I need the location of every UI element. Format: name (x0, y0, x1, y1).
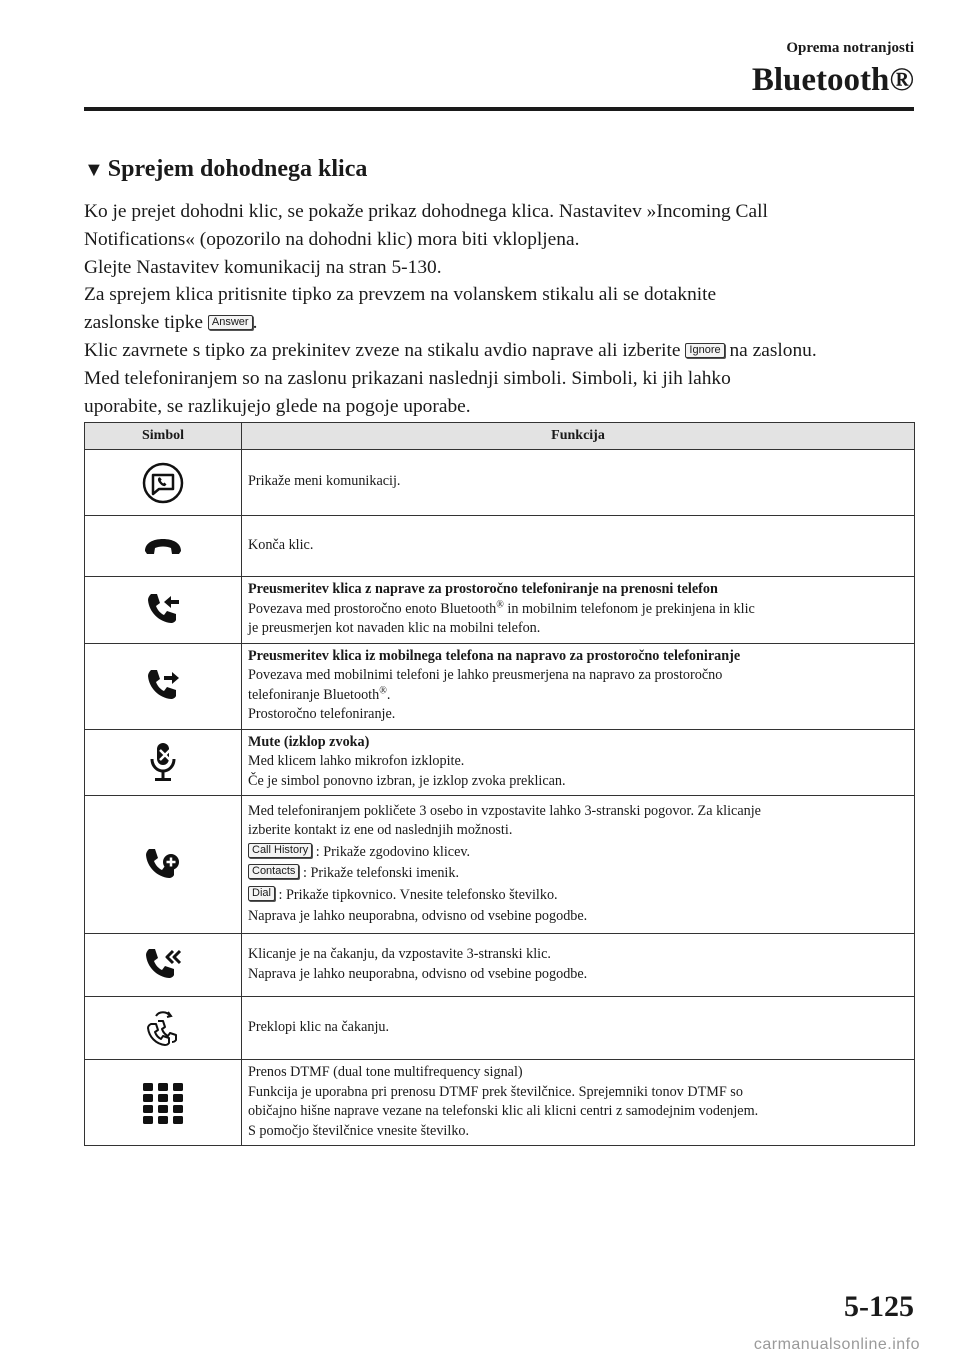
function-text: Prenos DTMF (dual tone multifrequency signal) (248, 1064, 523, 1080)
section-heading (84, 154, 367, 185)
function-text: Prostoročno telefoniranje. (248, 706, 396, 722)
table-row (85, 934, 915, 997)
intro-line (84, 309, 916, 337)
symbol-cell (85, 516, 242, 577)
function-text: S pomočjo številčnice vnesite številko. (248, 1122, 470, 1139)
registered-mark: ® (379, 684, 387, 696)
function-text: Konča klic. (248, 536, 314, 553)
page-number: 5-125 (844, 1290, 914, 1323)
function-cell (242, 796, 915, 934)
function-title: Preusmeritev klica z naprave za prostoročno telefoniranje na prenosni telefon (248, 581, 718, 597)
function-text: Funkcija je uporabna pri prenosu DTMF prek številčnice. Sprejemniki tonov DTMF so (248, 1083, 743, 1100)
dial-key: Dial (248, 886, 275, 901)
registered-mark: ® (496, 598, 504, 610)
function-text: Če je simbol ponovno izbran, je izklop zvoka preklican. (248, 772, 566, 789)
function-text: Med klicem lahko mikrofon izklopite. (248, 753, 465, 769)
watermark[interactable]: carmanualsonline.info (753, 1336, 920, 1353)
table-row (85, 997, 915, 1060)
function-title: Mute (izklop zvoka) (248, 733, 370, 750)
function-text: Klicanje je na čakanju, da vzpostavite 3-stranski klic. (248, 946, 551, 962)
function-text: Naprava je lahko neuporabna, odvisno od vsebine pogodbe. (248, 965, 588, 982)
function-cell (242, 643, 915, 729)
function-text: Preklopi klic na čakanju. (248, 1018, 390, 1035)
call-history-key: Call History (248, 843, 312, 858)
function-text: izberite kontakt iz ene od naslednjih možnosti. (248, 822, 513, 838)
merge-calls-icon (143, 945, 183, 985)
table-row (85, 796, 915, 934)
column-header-function: Funkcija (242, 423, 915, 450)
contacts-key: Contacts (248, 864, 299, 879)
function-text: običajno hišne naprave vezane na telefonski klic ali klicni centri z samodejnim vodenjem. (248, 1103, 759, 1119)
function-text-fragment: telefoniranje Bluetooth (248, 686, 380, 703)
function-cell (242, 729, 915, 796)
ignore-key: Ignore (685, 343, 724, 358)
keypad-icon (140, 1080, 186, 1126)
header-section-title: Oprema notranjosti (786, 40, 914, 56)
intro-text-fragment: . (252, 312, 258, 334)
symbol-cell (85, 997, 242, 1060)
transfer-to-phone-icon (143, 590, 183, 630)
intro-line: Notifications« (opozorilo na dohodni klic) mora biti vklopljena. (84, 228, 580, 250)
symbol-table (84, 422, 915, 1146)
intro-line (84, 337, 916, 365)
header-chapter-title: Bluetooth® (751, 62, 914, 98)
mute-icon (148, 741, 178, 783)
table-row (85, 450, 915, 516)
function-cell (242, 934, 915, 997)
transfer-to-handsfree-icon (143, 666, 183, 706)
add-call-icon (143, 843, 183, 887)
table-row (85, 643, 915, 729)
function-cell (242, 516, 915, 577)
symbol-cell (85, 934, 242, 997)
intro-line: Za sprejem klica pritisnite tipko za prevzem na volanskem stikalu ali se dotaknite (84, 284, 717, 306)
symbol-cell (85, 577, 242, 644)
option-text: : Prikaže tipkovnico. Vnesite telefonsko številko. (278, 886, 558, 903)
symbol-cell (85, 729, 242, 796)
section-heading-text: Sprejem dohodnega klica (107, 156, 368, 182)
function-text (248, 600, 908, 620)
function-text: Prikaže meni komunikacij. (248, 473, 401, 490)
function-text (248, 686, 908, 706)
function-text-fragment: . (386, 686, 391, 703)
function-cell (242, 577, 915, 644)
end-call-icon (141, 534, 185, 558)
table-header-row (85, 423, 915, 450)
column-header-symbol: Simbol (85, 423, 242, 450)
symbol-cell (85, 796, 242, 934)
symbol-cell (85, 450, 242, 516)
function-text: Med telefoniranjem pokličete 3 osebo in vzpostavite lahko 3-stranski pogovor. Za klicanje (248, 802, 761, 819)
option-contacts (248, 864, 908, 884)
table-row (85, 729, 915, 796)
function-cell (242, 997, 915, 1060)
intro-line: Ko je prejet dohodni klic, se pokaže prikaz dohodnega klica. Nastavitev »Incoming Call (84, 201, 768, 222)
header-rule (84, 107, 914, 111)
function-text: Povezava med mobilnimi telefoni je lahko preusmerjena na napravo za prostoročno (248, 667, 723, 683)
intro-line: Med telefoniranjem so na zaslonu prikazani naslednji simboli. Simboli, ki jih lahko (84, 367, 731, 389)
option-dial (248, 886, 908, 906)
function-cell (242, 1060, 915, 1146)
function-text-fragment: Povezava med prostoročno enoto Bluetooth (248, 600, 497, 617)
table-row (85, 1060, 915, 1146)
option-text: : Prikaže zgodovino klicev. (315, 843, 471, 860)
function-title: Preusmeritev klica iz mobilnega telefona na napravo za prostoročno telefoniranje (248, 647, 741, 664)
function-text-fragment: in mobilnim telefonom je prekinjena in klic (503, 600, 755, 617)
function-text: Naprava je lahko neuporabna, odvisno od vsebine pogodbe. (248, 908, 588, 924)
option-call-history (248, 843, 908, 863)
option-text: : Prikaže telefonski imenik. (302, 865, 459, 881)
intro-text (84, 198, 916, 420)
swap-call-icon (143, 1006, 183, 1050)
answer-key: Answer (208, 315, 253, 330)
symbol-cell (85, 643, 242, 729)
intro-line: Glejte Nastavitev komunikacij na stran 5-130. (84, 256, 442, 278)
communication-menu-icon (141, 461, 185, 505)
intro-text-fragment: Klic zavrnete s tipko za prekinitev zveze na stikalu avdio naprave ali izberite (84, 339, 681, 361)
intro-text-fragment: na zaslonu. (729, 339, 817, 361)
intro-text-fragment: zaslonske tipke (84, 312, 204, 334)
intro-line: uporabite, se razlikujejo glede na pogoje uporabe. (84, 395, 471, 417)
table-row (85, 577, 915, 644)
symbol-cell (85, 1060, 242, 1146)
table-row (85, 516, 915, 577)
function-text: je preusmerjen kot navaden klic na mobilni telefon. (248, 620, 541, 636)
triangle-marker-icon: ▼ (84, 159, 104, 181)
function-cell (242, 450, 915, 516)
